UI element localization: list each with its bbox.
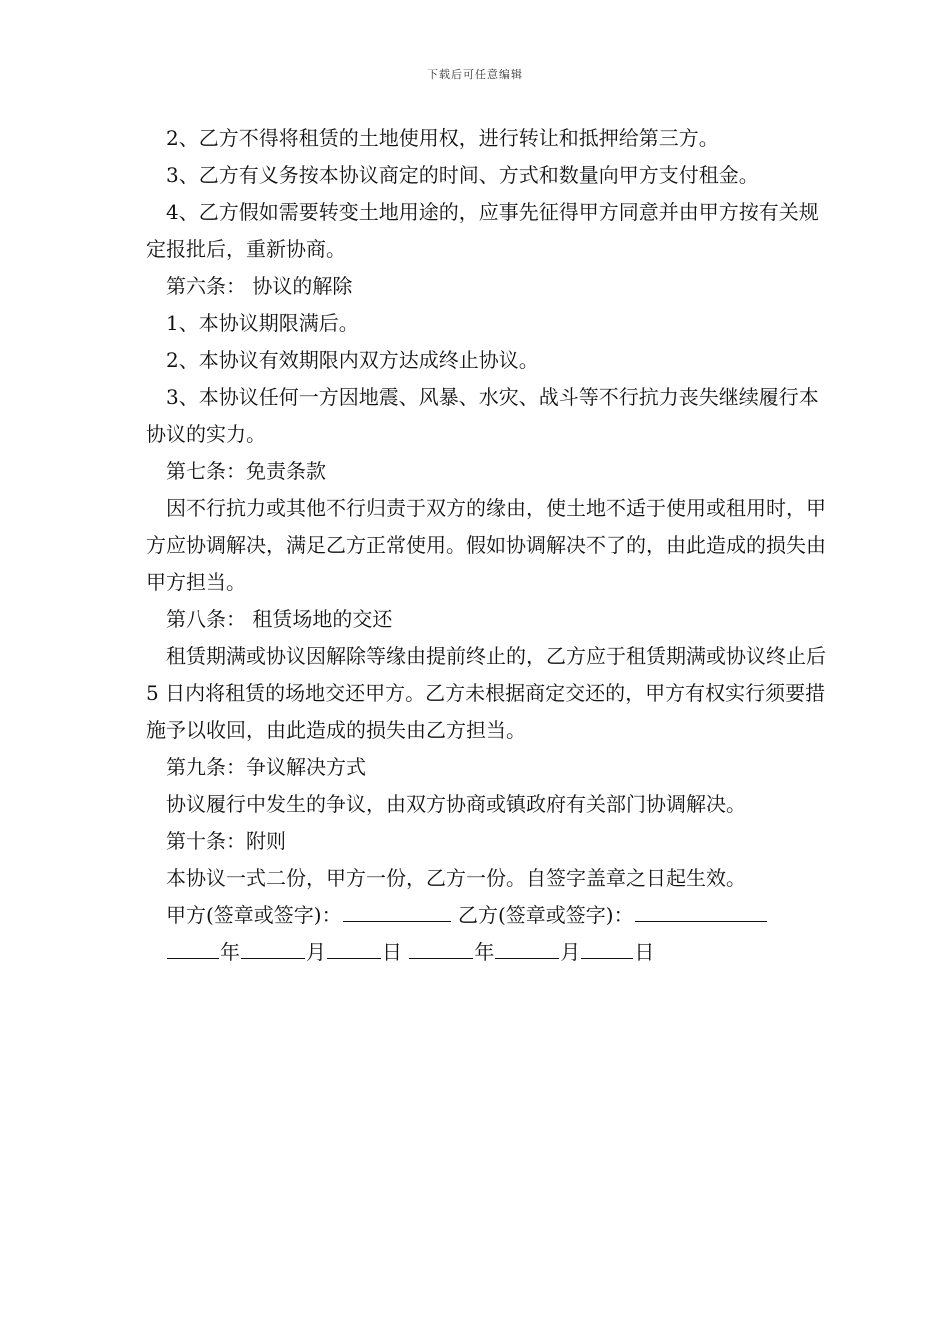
party-b-signature-blank[interactable] <box>635 901 767 922</box>
paragraph-return-site: 租赁期满或协议因解除等缘由提前终止的，乙方应于租赁期满或协议终止后 5 日内将租赁的场地交还甲方。乙方未根据商定交还的，甲方有权实行须要措施予以收回，由此造成的损失由乙方担当。 <box>146 644 833 742</box>
party-a-label: 甲方(签章或签字)： <box>166 903 342 927</box>
party-b-year-blank[interactable] <box>409 938 473 959</box>
date-row <box>146 934 826 971</box>
signature-row <box>146 897 826 934</box>
day-label-b: 日 <box>634 940 655 964</box>
year-label-a: 年 <box>220 940 240 964</box>
section-heading-article-10: 第十条：附则 <box>166 829 286 853</box>
party-b-month-blank[interactable] <box>495 938 559 959</box>
paragraph-dispute: 协议履行中发生的争议，由双方协商或镇政府有关部门协调解决。 <box>166 792 746 816</box>
party-b-day-blank[interactable] <box>581 938 633 959</box>
section-heading-article-8: 第八条： 租赁场地的交还 <box>166 607 393 631</box>
party-a-year-blank[interactable] <box>167 938 219 959</box>
document-body <box>146 120 833 971</box>
paragraph-termination-3: 3、本协议任何一方因地震、风暴、水灾、战斗等不行抗力丧失继续履行本协议的实力。 <box>146 385 819 446</box>
paragraph-termination-2: 2、本协议有效期限内双方达成终止协议。 <box>166 348 539 372</box>
party-a-signature-blank[interactable] <box>343 901 451 922</box>
section-heading-article-6: 第六条： 协议的解除 <box>166 274 353 298</box>
paragraph-copies: 本协议一式二份，甲方一份，乙方一份。自签字盖章之日起生效。 <box>166 866 746 890</box>
month-label-a: 月 <box>306 940 326 964</box>
party-a-day-blank[interactable] <box>327 938 381 959</box>
year-label-b: 年 <box>474 940 495 964</box>
section-heading-article-9: 第九条：争议解决方式 <box>166 755 366 779</box>
paragraph-clause-3: 3、乙方有义务按本协议商定的时间、方式和数量向甲方支付租金。 <box>166 163 759 187</box>
page-header: 下载后可任意编辑 <box>427 68 523 81</box>
paragraph-termination-1: 1、本协议期限满后。 <box>166 311 359 335</box>
section-heading-article-7: 第七条：免责条款 <box>166 459 326 483</box>
paragraph-clause-2: 2、乙方不得将租赁的土地使用权，进行转让和抵押给第三方。 <box>166 126 719 150</box>
party-b-label: 乙方(签章或签字)： <box>457 903 634 927</box>
paragraph-liability: 因不行抗力或其他不行归责于双方的缘由，使土地不适于使用或租用时，甲方应协调解决，满足乙方正常使用。假如协调解决不了的，由此造成的损失由甲方担当。 <box>146 496 826 594</box>
paragraph-clause-4: 4、乙方假如需要转变土地用途的，应事先征得甲方同意并由甲方按有关规定报批后，重新协商。 <box>146 200 819 261</box>
month-label-b: 月 <box>560 940 581 964</box>
party-a-month-blank[interactable] <box>241 938 305 959</box>
day-label-a: 日 <box>382 940 402 964</box>
